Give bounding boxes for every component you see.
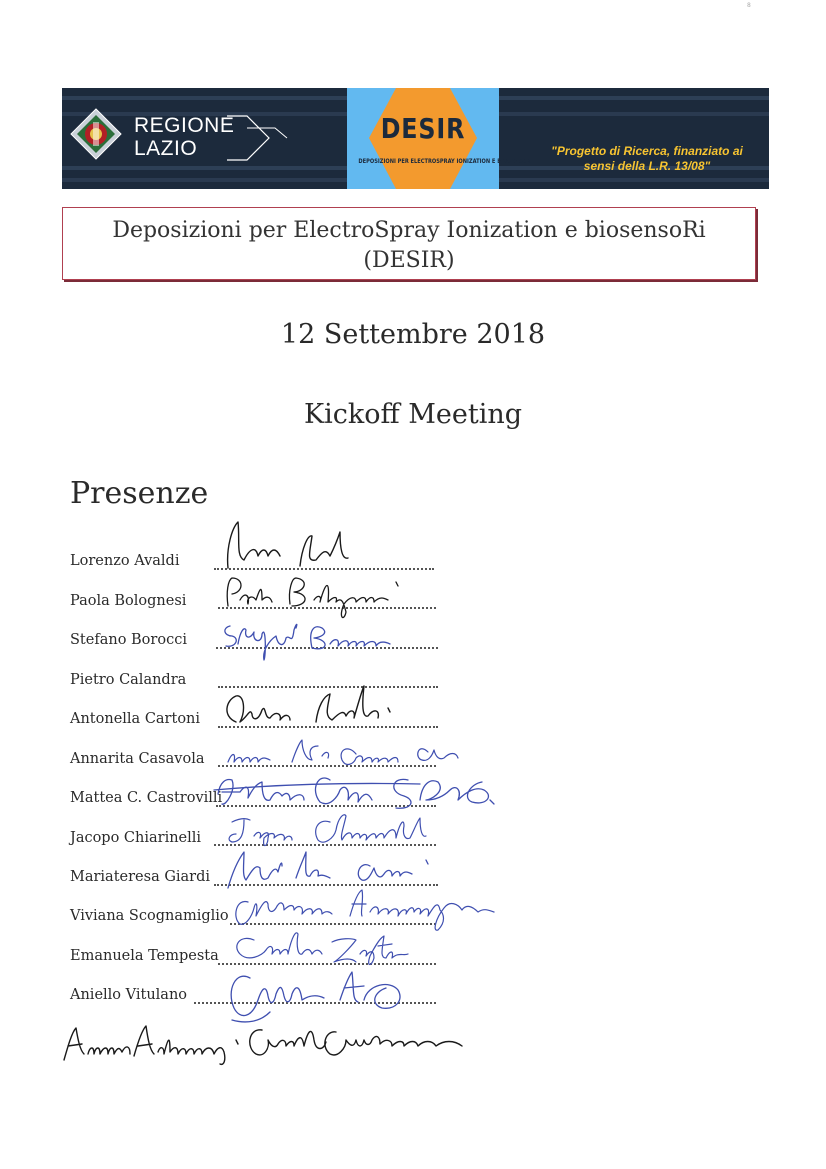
attendee-name: Mattea C. Castrovilli [70, 790, 223, 806]
project-title-line-2: (DESIR) [363, 248, 455, 273]
handwritten-extra-signature [236, 1030, 462, 1055]
signature-viviana-scognamiglio [236, 890, 494, 930]
signature-mariateresa-giardi [228, 852, 428, 888]
attendee-name: Paola Bolognesi [70, 593, 187, 609]
attendee-name: Aniello Vitulano [70, 987, 188, 1003]
region-line-1: REGIONE [134, 114, 235, 137]
corner-mark: 8 [747, 2, 751, 9]
signature-antonella-cartoni [227, 686, 390, 722]
attendee-name: Antonella Cartoni [70, 711, 201, 727]
attendee-name: Mariateresa Giardi [70, 869, 211, 885]
project-title-line-1: Deposizioni per ElectroSpray Ionization e biosensoRi [112, 218, 706, 243]
meeting-title: Kickoff Meeting [303, 399, 523, 430]
attendee-name: Annarita Casavola [70, 751, 205, 767]
signature-mattea-castrovilli [214, 778, 494, 808]
meeting-date: 12 Settembre 2018 [280, 319, 546, 350]
signature-jacopo-chiarinelli [229, 815, 426, 846]
signature-stefano-borocci [225, 624, 390, 660]
signature-annarita-casavola [228, 740, 458, 764]
section-heading: Presenze [70, 476, 209, 511]
attendee-name: Viviana Scognamiglio [70, 908, 229, 924]
funding-line-2: sensi della L.R. 13/08" [583, 159, 711, 173]
signature-paola-bolognesi [227, 578, 398, 618]
signature-emanuela-tempesta [237, 933, 408, 965]
handwritten-extra-name [64, 1026, 225, 1064]
attendee-name: Emanuela Tempesta [70, 948, 219, 964]
desir-logo-title: DESIR [380, 112, 466, 145]
attendee-name: Stefano Borocci [70, 632, 187, 648]
desir-logo-subtitle: DEPOSIZIONI PER ELECTROSPRAY IONIZATION E BIOSENSORI [358, 158, 533, 165]
signature-aniello-vitulano [231, 972, 400, 1022]
attendee-name: Jacopo Chiarinelli [70, 830, 202, 846]
region-line-2: LAZIO [134, 137, 198, 160]
attendee-name: Pietro Calandra [70, 672, 187, 688]
signature-lorenzo-avaldi [228, 522, 348, 568]
attendee-name: Lorenzo Avaldi [70, 553, 180, 569]
funding-line-1: "Progetto di Ricerca, finanziato ai [551, 144, 743, 158]
